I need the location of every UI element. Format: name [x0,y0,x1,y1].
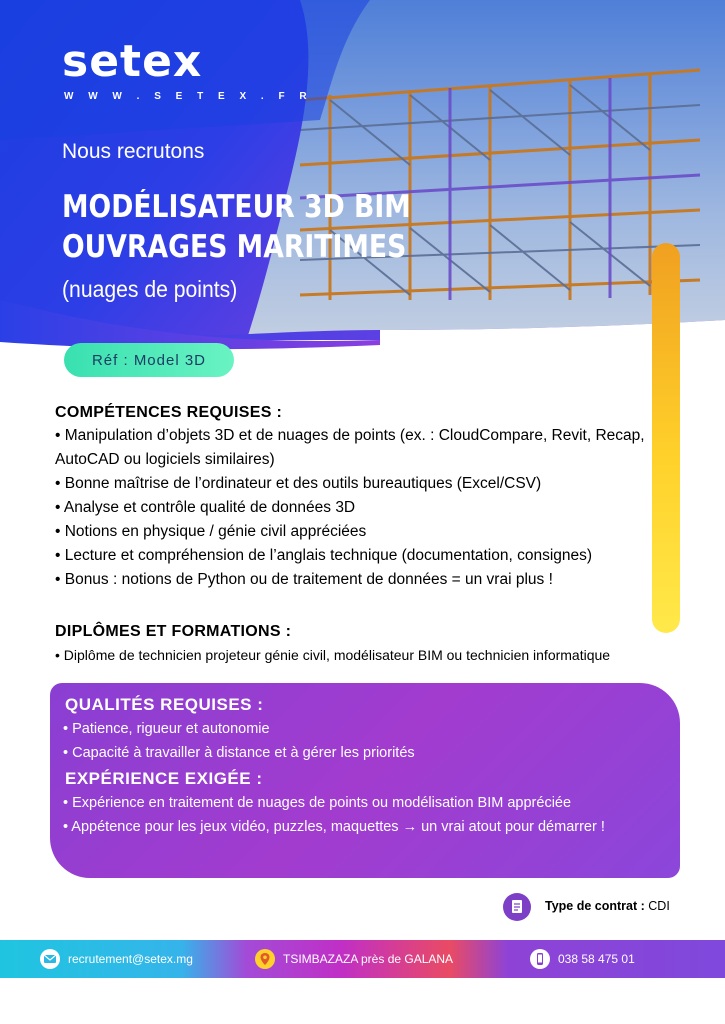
diplomes-section [55,623,695,667]
footer-bar [0,940,725,978]
address-text: TSIMBAZAZA près de GALANA [283,952,454,966]
contract-type [545,899,670,913]
location-pin-icon [255,949,275,969]
job-title-line1: MODÉLISATEUR 3D BIM [62,189,411,225]
footer-address [255,940,453,978]
list-item: • Appétence pour les jeux vidéo, puzzles, maquettes → un vrai atout pour démarrer ! [63,819,605,835]
decorative-yellow-bar [652,243,680,633]
competences-title: COMPÉTENCES REQUISES : [55,404,283,421]
job-subtitle: (nuages de points) [62,276,238,302]
list-item: • Diplôme de technicien projeteur génie civil, modélisateur BIM ou technicien informatique [55,647,611,663]
mail-icon [40,949,60,969]
footer-email[interactable] [40,940,193,978]
reference-badge: Réf : Model 3D [64,343,234,377]
contract-label: Type de contrat : [545,899,645,913]
list-item: • Bonne maîtrise de l’ordinateur et des outils bureautiques (Excel/CSV) [55,475,542,492]
job-title [62,187,411,267]
list-item: • Lecture et compréhension de l’anglais technique (documentation, consignes) [55,547,593,564]
diplomes-title: DIPLÔMES ET FORMATIONS : [55,623,292,640]
hero-banner [0,0,725,360]
document-icon [503,893,531,921]
list-item: • Expérience en traitement de nuages de points ou modélisation BIM appréciée [63,795,572,811]
list-item: • Analyse et contrôle qualité de données 3D [55,499,356,516]
list-item: • Patience, rigueur et autonomie [63,721,270,737]
list-item: • Bonus : notions de Python ou de traitement de données = un vrai plus ! [55,571,553,588]
phone-text: 038 58 475 01 [558,952,635,966]
email-text: recrutement@setex.mg [68,952,193,966]
qualities-experience-box [50,683,680,878]
qualites-title: QUALITÉS REQUISES : [65,695,264,714]
job-title-line2: OUVRAGES MARITIMES [62,229,407,265]
footer-phone[interactable] [530,940,635,978]
intro-text: Nous recrutons [62,140,205,163]
logo-url: W W W . S E T E X . F R [64,91,313,102]
phone-icon [530,949,550,969]
list-item: • Notions en physique / génie civil appréciées [55,523,367,540]
experience-title: EXPÉRIENCE EXIGÉE : [65,769,263,788]
contract-value: CDI [648,899,670,913]
setex-logo: setex [62,36,203,87]
list-item: • Capacité à travailler à distance et à gérer les priorités [63,745,415,761]
competences-section [55,404,655,592]
list-item: • Manipulation d’objets 3D et de nuages de points (ex. : CloudCompare, Revit, Recap, AutoCAD ou logiciels similaires) [55,427,645,468]
